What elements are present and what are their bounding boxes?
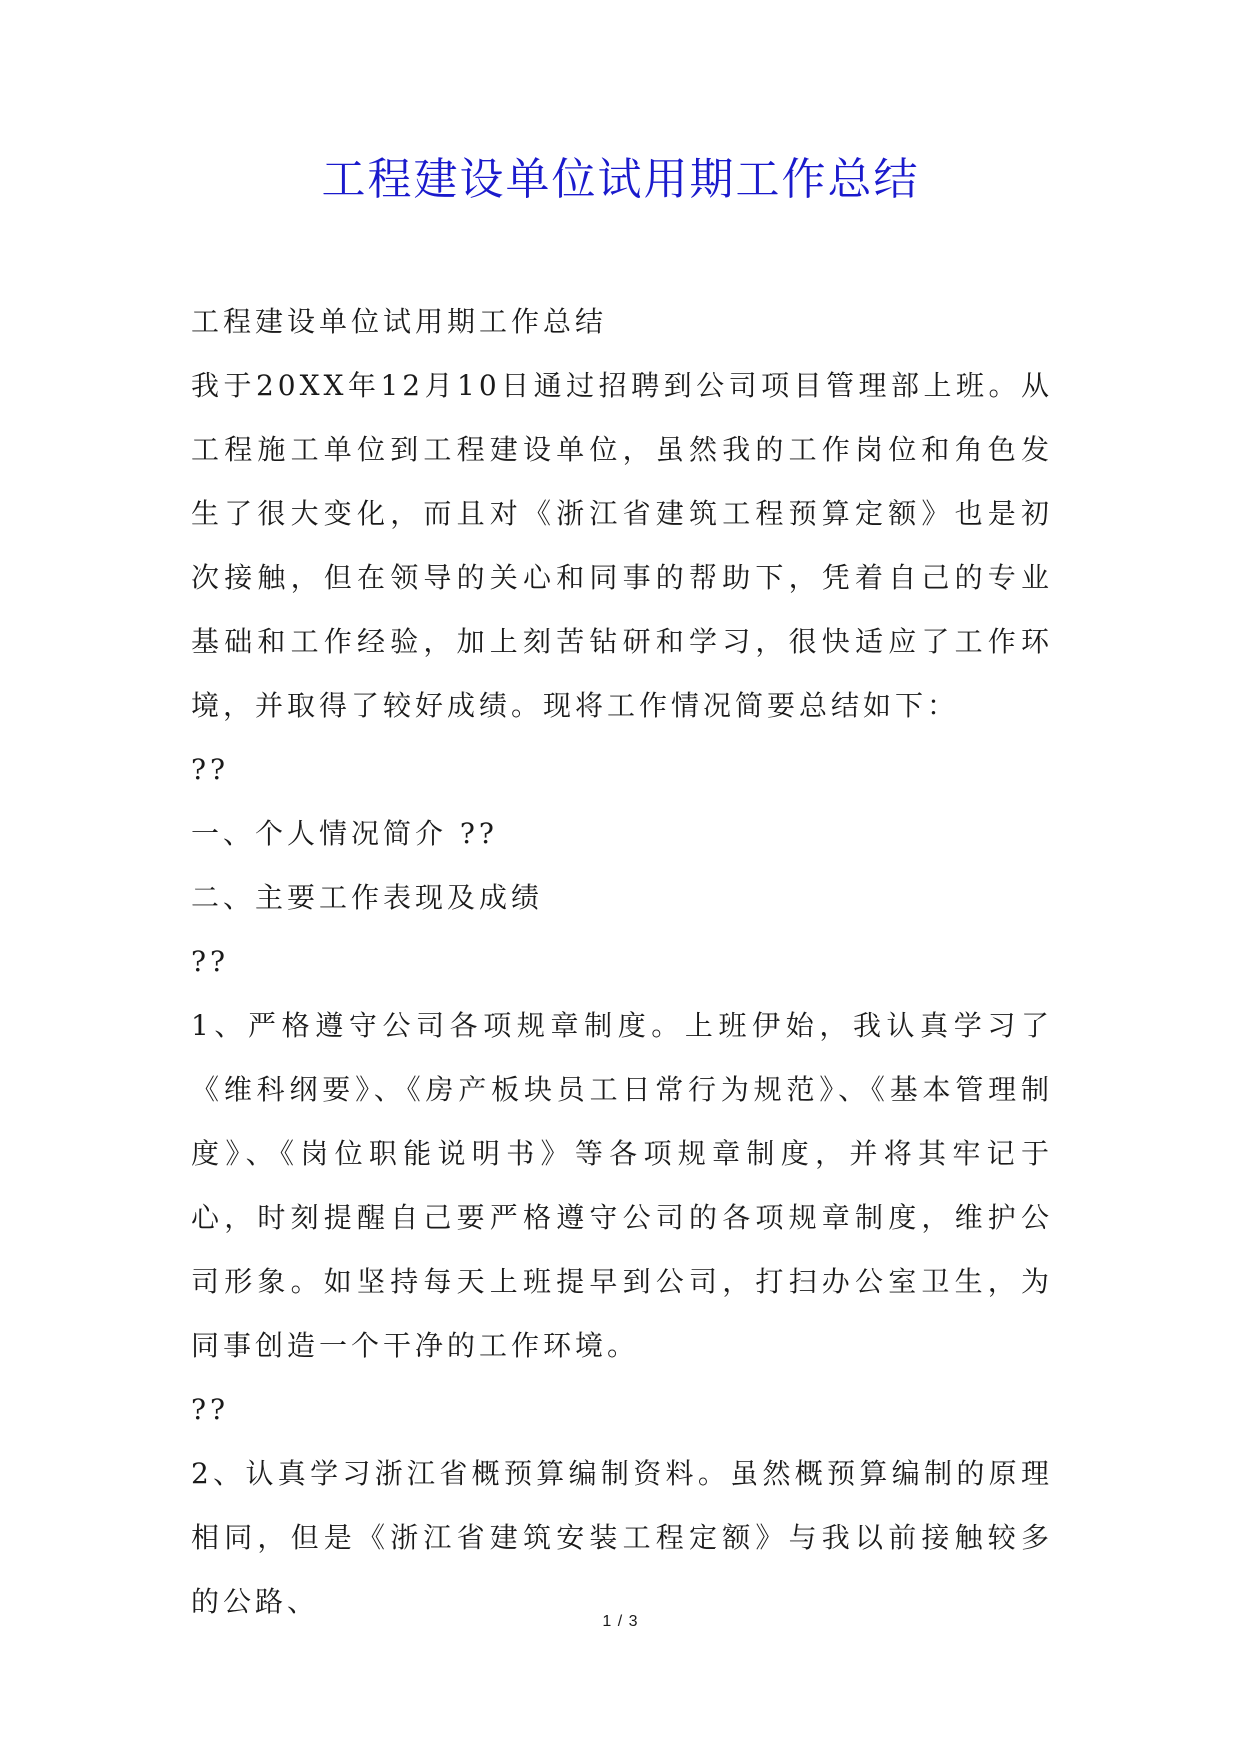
paragraph-placeholder: ??	[191, 753, 230, 786]
paragraph-item-2: 2、认真学习浙江省概预算编制资料。虽然概预算编制的原理相同，但是《浙江省建筑安装工程定额》与我以前接触较多的公路、	[191, 1457, 1053, 1618]
paragraph-item-1: 1、严格遵守公司各项规章制度。上班伊始，我认真学习了《维科纲要》、《房产板块员工日常行为规范》、《基本管理制度》、《岗位职能说明书》等各项规章制度，并将其牢记于心，时刻提醒自己要严格遵守公司的各项规章制度，维护公司形象。如坚持每天上班提早到公司，打扫办公室卫生，为同事创造一个干净的工作环境。	[191, 1009, 1053, 1362]
section-heading-personal: 一、个人情况简介 ??	[191, 817, 498, 850]
page-number: 1 / 3	[602, 1613, 639, 1630]
paragraph-placeholder: ??	[191, 945, 230, 978]
paragraph-intro: 我于20XX年12月10日通过招聘到公司项目管理部上班。从工程施工单位到工程建设单位，虽然我的工作岗位和角色发生了很大变化，而且对《浙江省建筑工程预算定额》也是初次接触，但在领导的关心和同事的帮助下，凭着自己的专业基础和工作经验，加上刻苦钻研和学习，很快适应了工作环境，并取得了较好成绩。现将工作情况简要总结如下：	[191, 369, 1053, 722]
document-body	[191, 290, 1053, 1634]
document-title: 工程建设单位试用期工作总结	[321, 154, 920, 205]
section-heading-performance: 二、主要工作表现及成绩	[191, 881, 544, 914]
paragraph-placeholder: ??	[191, 1393, 230, 1426]
paragraph-heading: 工程建设单位试用期工作总结	[191, 305, 608, 338]
